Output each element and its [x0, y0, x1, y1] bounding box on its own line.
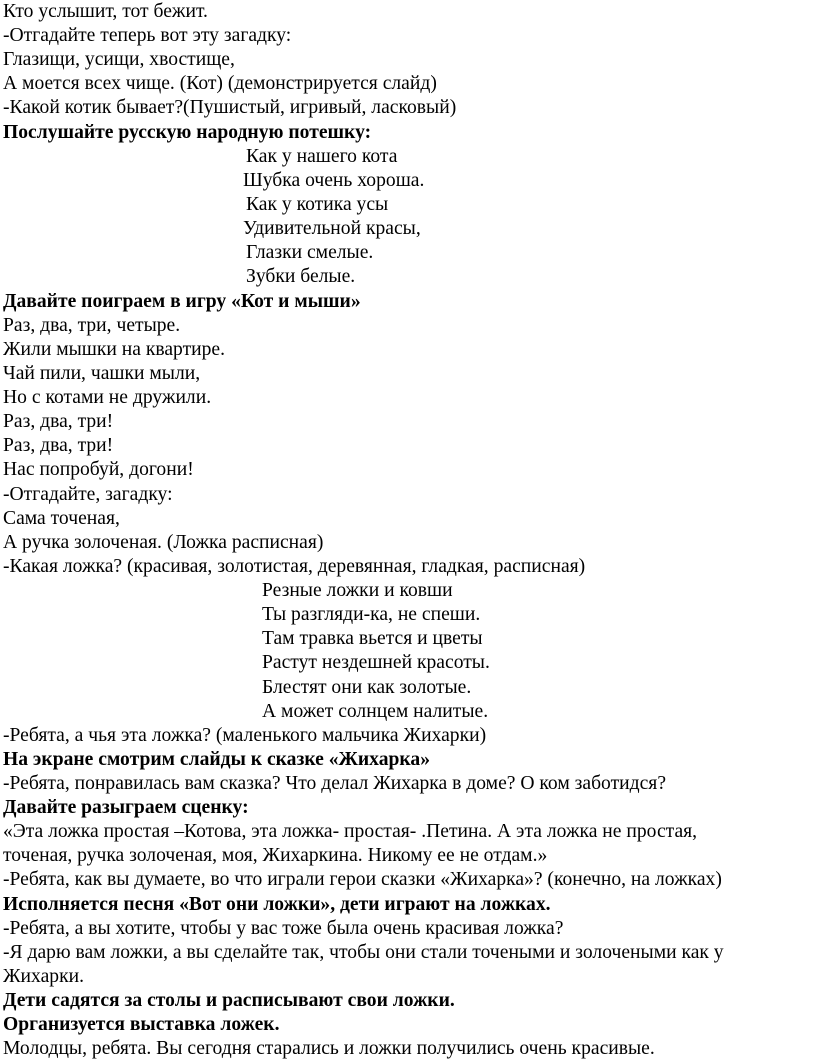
heading-line: Дети садятся за столы и расписывают свои ложки.: [3, 990, 455, 1011]
poem-line: Шубка очень хороша.: [243, 170, 425, 191]
heading-line: Исполняется песня «Вот они ложки», дети играют на ложках.: [3, 894, 551, 915]
text-line: А моется всех чище. (Кот) (демонстрируется слайд): [3, 73, 437, 94]
text-line: Сама точеная,: [3, 508, 120, 529]
text-line: Раз, два, три!: [3, 435, 114, 456]
poem-line: Блестят они как золотые.: [262, 677, 472, 698]
poem-line: Ты разгляди-ка, не спеши.: [262, 604, 481, 625]
text-line: -Какая ложка? (красивая, золотистая, деревянная, гладкая, расписная): [3, 556, 586, 577]
text-line: -Какой котик бывает?(Пушистый, игривый, ласковый): [3, 97, 457, 118]
text-line: Но с котами не дружили.: [3, 387, 212, 408]
poem-line: Удивительной красы,: [243, 218, 421, 239]
heading-line: Давайте разыграем сценку:: [3, 797, 249, 818]
text-line: -Ребята, как вы думаете, во что играли герои сказки «Жихарка»? (конечно, на ложках): [3, 869, 722, 890]
text-line: Раз, два, три, четыре.: [3, 315, 181, 336]
poem-line: Как у котика усы: [246, 194, 389, 215]
poem-line: Растут нездешней красоты.: [262, 652, 490, 673]
text-line: Глазищи, усищи, хвостище,: [3, 49, 235, 70]
text-line: -Ребята, а вы хотите, чтобы у вас тоже была очень красивая ложка?: [3, 918, 564, 939]
text-line: Жихарки.: [3, 966, 84, 987]
heading-line: На экране смотрим слайды к сказке «Жихарка»: [3, 749, 430, 770]
poem-line: А может солнцем налитые.: [262, 701, 489, 722]
poem-line: Зубки белые.: [246, 266, 356, 287]
text-line: Нас попробуй, догони!: [3, 459, 194, 480]
poem-line: Как у нашего кота: [246, 146, 398, 167]
text-line: Кто услышит, тот бежит.: [3, 1, 208, 22]
poem-line: Там травка вьется и цветы: [262, 628, 483, 649]
text-line: А ручка золоченая. (Ложка расписная): [3, 532, 324, 553]
text-line: Чай пили, чашки мыли,: [3, 363, 201, 384]
text-line: Раз, два, три!: [3, 411, 114, 432]
text-line: Молодцы, ребята. Вы сегодня старались и ложки получились очень красивые.: [3, 1038, 655, 1059]
text-line: -Я дарю вам ложки, а вы сделайте так, чтобы они стали точеными и золочеными как у: [3, 942, 724, 963]
text-line: -Отгадайте, загадку:: [3, 484, 173, 505]
text-line: -Отгадайте теперь вот эту загадку:: [3, 25, 292, 46]
text-line: -Ребята, понравилась вам сказка? Что делал Жихарка в доме? О ком заботидся?: [3, 773, 667, 794]
text-line: точеная, ручка золоченая, моя, Жихаркина. Никому ее не отдам.»: [3, 845, 548, 866]
heading-line: Организуется выставка ложек.: [3, 1014, 280, 1035]
text-line: «Эта ложка простая –Котова, эта ложка- простая- .Петина. А эта ложка не простая,: [3, 821, 698, 842]
text-line: Жили мышки на квартире.: [3, 339, 226, 360]
poem-line: Глазки смелые.: [246, 242, 374, 263]
poem-line: Резные ложки и ковши: [262, 580, 453, 601]
text-line: -Ребята, а чья эта ложка? (маленького мальчика Жихарки): [3, 725, 487, 746]
heading-line: Послушайте русскую народную потешку:: [3, 122, 372, 143]
heading-line: Давайте поиграем в игру «Кот и мыши»: [3, 291, 361, 312]
